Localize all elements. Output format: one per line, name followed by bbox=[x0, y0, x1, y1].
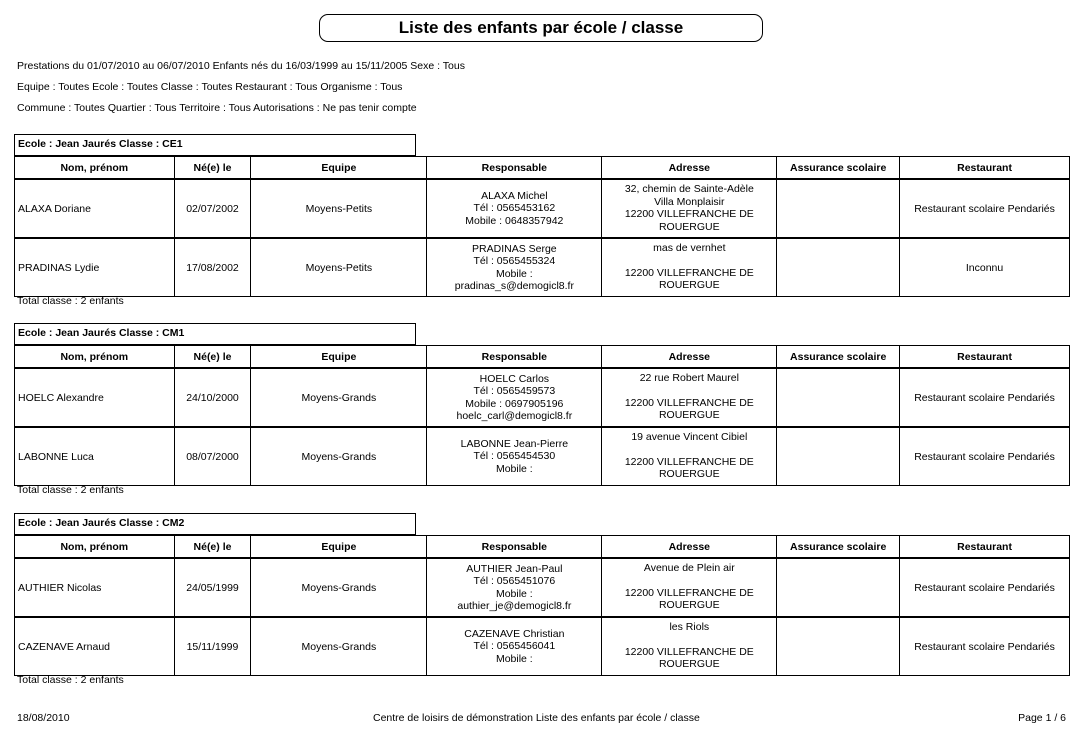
cell-team: Moyens-Grands bbox=[251, 558, 427, 617]
cell-restaurant: Restaurant scolaire Pendariés bbox=[900, 179, 1070, 238]
table-header-row bbox=[15, 536, 1070, 559]
cell-address bbox=[602, 427, 777, 486]
cell-insurance bbox=[777, 368, 900, 427]
cell-restaurant: Restaurant scolaire Pendariés bbox=[900, 558, 1070, 617]
cell-insurance bbox=[777, 427, 900, 486]
address-line: Villa Monplaisir bbox=[654, 195, 725, 208]
address-line: mas de vernhet bbox=[653, 242, 726, 254]
column-header: Assurance scolaire bbox=[777, 157, 900, 180]
cell-team: Moyens-Grands bbox=[251, 368, 427, 427]
table-row bbox=[15, 179, 1070, 238]
responsible-line: LABONNE Jean-Pierre bbox=[460, 437, 569, 450]
address-lines bbox=[605, 431, 773, 485]
column-header: Responsable bbox=[427, 536, 602, 559]
cell-team: Moyens-Grands bbox=[251, 617, 427, 676]
column-header: Nom, prénom bbox=[15, 346, 175, 369]
column-header: Assurance scolaire bbox=[777, 536, 900, 559]
column-header: Responsable bbox=[427, 346, 602, 369]
cell-birth: 08/07/2000 bbox=[174, 427, 251, 486]
responsible-line: CAZENAVE Christian bbox=[464, 627, 565, 640]
cell-name: PRADINAS Lydie bbox=[15, 238, 175, 297]
cell-restaurant: Restaurant scolaire Pendariés bbox=[900, 427, 1070, 486]
footer-page-number: Page 1 / 6 bbox=[1018, 712, 1066, 724]
cell-responsible bbox=[427, 617, 602, 676]
table-row bbox=[15, 427, 1070, 486]
address-line: 32, chemin de Sainte-Adèle bbox=[624, 183, 754, 195]
address-lines bbox=[605, 621, 773, 675]
responsible-line: Mobile : bbox=[495, 267, 533, 280]
responsible-line: HOELC Carlos bbox=[479, 372, 550, 385]
address-lines bbox=[605, 562, 773, 616]
address-line: Avenue de Plein air bbox=[643, 562, 735, 574]
column-header: Assurance scolaire bbox=[777, 346, 900, 369]
cell-insurance bbox=[777, 238, 900, 297]
filter-line-commune: Commune : Toutes Quartier : Tous Territoire : Tous Autorisations : Ne pas tenir compte bbox=[17, 102, 417, 114]
cell-address bbox=[602, 179, 777, 238]
filter-line-dates: Prestations du 01/07/2010 au 06/07/2010 Enfants nés du 16/03/1999 au 15/11/2005 Sexe : Tous bbox=[17, 60, 465, 72]
address-lines bbox=[605, 183, 773, 237]
address-lines bbox=[605, 242, 773, 296]
responsible-lines bbox=[430, 628, 598, 666]
cell-birth: 17/08/2002 bbox=[174, 238, 251, 297]
address-line: 22 rue Robert Maurel bbox=[639, 372, 739, 384]
address-line: 19 avenue Vincent Cibiel bbox=[631, 431, 748, 443]
cell-insurance bbox=[777, 617, 900, 676]
cell-responsible bbox=[427, 558, 602, 617]
filter-line-team: Equipe : Toutes Ecole : Toutes Classe : Toutes Restaurant : Tous Organisme : Tous bbox=[17, 81, 403, 93]
cell-restaurant: Inconnu bbox=[900, 238, 1070, 297]
cell-name: CAZENAVE Arnaud bbox=[15, 617, 175, 676]
column-header: Adresse bbox=[602, 346, 777, 369]
address-lines bbox=[605, 372, 773, 426]
column-header: Restaurant bbox=[900, 346, 1070, 369]
cell-birth: 15/11/1999 bbox=[174, 617, 251, 676]
responsible-line: Tél : 0565454530 bbox=[473, 450, 556, 463]
column-header: Equipe bbox=[251, 536, 427, 559]
responsible-line: Tél : 0565451076 bbox=[473, 575, 556, 587]
responsible-lines bbox=[430, 373, 598, 423]
cell-team: Moyens-Petits bbox=[251, 179, 427, 238]
cell-team: Moyens-Petits bbox=[251, 238, 427, 297]
column-header: Adresse bbox=[602, 536, 777, 559]
responsible-line: Mobile : 0697905196 bbox=[465, 397, 564, 410]
address-line: 12200 VILLEFRANCHE DE bbox=[624, 396, 754, 409]
column-header: Adresse bbox=[602, 157, 777, 180]
class-section-header: Ecole : Jean Jaurés Classe : CM2 bbox=[14, 513, 416, 535]
children-table bbox=[14, 535, 1070, 676]
cell-restaurant: Restaurant scolaire Pendariés bbox=[900, 617, 1070, 676]
footer-center-text: Centre de loisirs de démonstration Liste des enfants par école / classe bbox=[373, 712, 700, 724]
address-line: 12200 VILLEFRANCHE DE bbox=[624, 455, 754, 468]
address-line: les Riols bbox=[669, 621, 710, 633]
address-line: ROUERGUE bbox=[658, 409, 720, 421]
table-header-row bbox=[15, 157, 1070, 180]
column-header: Né(e) le bbox=[174, 157, 251, 180]
cell-responsible bbox=[427, 427, 602, 486]
cell-birth: 02/07/2002 bbox=[174, 179, 251, 238]
responsible-line: Tél : 0565455324 bbox=[473, 255, 556, 267]
responsible-line: Mobile : bbox=[495, 652, 533, 665]
cell-birth: 24/10/2000 bbox=[174, 368, 251, 427]
column-header: Responsable bbox=[427, 157, 602, 180]
responsible-line: authier_je@demogicl8.fr bbox=[457, 600, 572, 612]
responsible-line: Mobile : 0648357942 bbox=[465, 214, 564, 227]
cell-birth: 24/05/1999 bbox=[174, 558, 251, 617]
cell-address bbox=[602, 617, 777, 676]
address-line: ROUERGUE bbox=[658, 468, 720, 480]
responsible-line: AUTHIER Jean-Paul bbox=[466, 562, 563, 575]
responsible-line: Mobile : bbox=[495, 587, 533, 600]
cell-address bbox=[602, 558, 777, 617]
responsible-line: Mobile : bbox=[495, 462, 533, 475]
column-header: Né(e) le bbox=[174, 346, 251, 369]
address-line: ROUERGUE bbox=[658, 220, 720, 233]
table-header-row bbox=[15, 346, 1070, 369]
cell-responsible bbox=[427, 368, 602, 427]
address-line: 12200 VILLEFRANCHE DE bbox=[624, 208, 754, 220]
responsible-lines bbox=[430, 190, 598, 228]
responsible-line: Tél : 0565456041 bbox=[473, 640, 556, 653]
table-row bbox=[15, 368, 1070, 427]
responsible-line: pradinas_s@demogicl8.fr bbox=[454, 280, 574, 292]
children-table bbox=[14, 345, 1070, 486]
table-row bbox=[15, 558, 1070, 617]
cell-address bbox=[602, 368, 777, 427]
address-line: 12200 VILLEFRANCHE DE bbox=[624, 586, 754, 599]
cell-name: HOELC Alexandre bbox=[15, 368, 175, 427]
responsible-line: PRADINAS Serge bbox=[472, 242, 557, 255]
responsible-line: hoelc_carl@demogicl8.fr bbox=[456, 410, 573, 422]
table-row bbox=[15, 238, 1070, 297]
class-total: Total classe : 2 enfants bbox=[17, 674, 124, 686]
cell-team: Moyens-Grands bbox=[251, 427, 427, 486]
column-header: Restaurant bbox=[900, 536, 1070, 559]
responsible-line: ALAXA Michel bbox=[481, 189, 548, 202]
address-line: 12200 VILLEFRANCHE DE bbox=[624, 266, 754, 279]
address-line: ROUERGUE bbox=[658, 658, 720, 670]
cell-name: LABONNE Luca bbox=[15, 427, 175, 486]
responsible-line: Tél : 0565459573 bbox=[473, 385, 556, 397]
class-section-header: Ecole : Jean Jaurés Classe : CE1 bbox=[14, 134, 416, 156]
class-section-header: Ecole : Jean Jaurés Classe : CM1 bbox=[14, 323, 416, 345]
cell-name: ALAXA Doriane bbox=[15, 179, 175, 238]
responsible-lines bbox=[430, 243, 598, 293]
cell-insurance bbox=[777, 179, 900, 238]
responsible-line: Tél : 0565453162 bbox=[473, 202, 556, 215]
class-total: Total classe : 2 enfants bbox=[17, 295, 124, 307]
cell-address bbox=[602, 238, 777, 297]
column-header: Equipe bbox=[251, 157, 427, 180]
column-header: Restaurant bbox=[900, 157, 1070, 180]
cell-restaurant: Restaurant scolaire Pendariés bbox=[900, 368, 1070, 427]
cell-responsible bbox=[427, 179, 602, 238]
address-line: ROUERGUE bbox=[658, 279, 720, 291]
responsible-lines bbox=[430, 438, 598, 476]
table-row bbox=[15, 617, 1070, 676]
class-total: Total classe : 2 enfants bbox=[17, 484, 124, 496]
column-header: Equipe bbox=[251, 346, 427, 369]
cell-responsible bbox=[427, 238, 602, 297]
cell-name: AUTHIER Nicolas bbox=[15, 558, 175, 617]
column-header: Nom, prénom bbox=[15, 157, 175, 180]
report-title: Liste des enfants par école / classe bbox=[319, 14, 763, 42]
address-line: ROUERGUE bbox=[658, 599, 720, 611]
footer-date: 18/08/2010 bbox=[17, 712, 70, 724]
column-header: Nom, prénom bbox=[15, 536, 175, 559]
address-line: 12200 VILLEFRANCHE DE bbox=[624, 645, 754, 658]
column-header: Né(e) le bbox=[174, 536, 251, 559]
children-table bbox=[14, 156, 1070, 297]
cell-insurance bbox=[777, 558, 900, 617]
responsible-lines bbox=[430, 563, 598, 613]
